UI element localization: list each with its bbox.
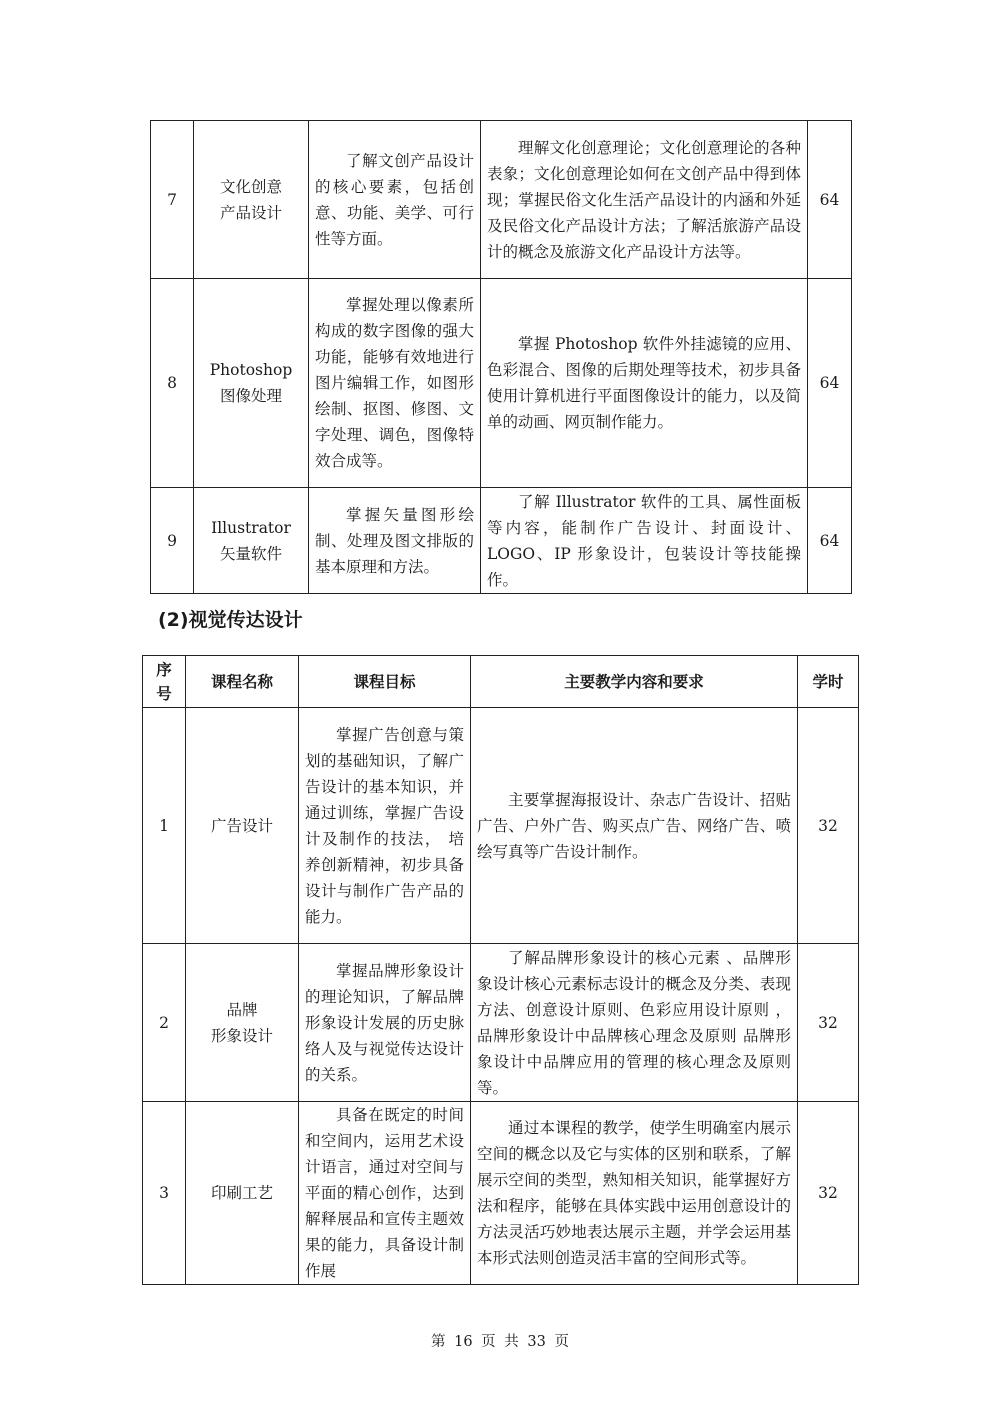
row-number: 8 [151, 279, 194, 488]
header-course-goal: 课程目标 [299, 656, 471, 708]
course-content: 理解文化创意理论；文化创意理论的各种表象；文化创意理论如何在文创产品中得到体现；掌握民俗文化生活产品设计的内涵和外延及民俗文化产品设计方法；了解活旅游产品设计的概念及旅游文化产品设计方法等。 [481, 121, 808, 279]
header-hours: 学时 [798, 656, 859, 708]
course-content: 主要掌握海报设计、杂志广告设计、招贴广告、户外广告、购买点广告、网络广告、喷绘写真等广告设计制作。 [471, 708, 798, 944]
row-number: 9 [151, 488, 194, 594]
course-content: 掌握 Photoshop 软件外挂滤镜的应用、色彩混合、图像的后期处理等技术，初步具备使用计算机进行平面图像设计的能力，以及简单的动画、网页制作能力。 [481, 279, 808, 488]
page-number-footer: 第 16 页 共 33 页 [431, 1334, 569, 1350]
course-table-digital-media [150, 120, 852, 594]
table-row [151, 488, 852, 594]
row-number: 7 [151, 121, 194, 279]
course-goal: 具备在既定的时间和空间内，运用艺术设计语言，通过对空间与平面的精心创作，达到解释展品和宣传主题效果的能力，具备设计制作展 [299, 1102, 471, 1285]
course-content: 了解 Illustrator 软件的工具、属性面板等内容，能制作广告设计、封面设计、LOGO、IP 形象设计，包装设计等技能操作。 [481, 488, 808, 594]
header-number: 序 号 [143, 656, 186, 708]
header-content: 主要教学内容和要求 [471, 656, 798, 708]
table-row [151, 279, 852, 488]
table-row [143, 944, 859, 1102]
course-name: 品牌 形象设计 [186, 944, 299, 1102]
header-course-name: 课程名称 [186, 656, 299, 708]
row-number: 1 [143, 708, 186, 944]
row-number: 2 [143, 944, 186, 1102]
table-header-row [143, 656, 859, 708]
course-goal: 掌握矢量图形绘制、处理及图文排版的基本原理和方法。 [309, 488, 481, 594]
course-content: 通过本课程的教学，使学生明确室内展示空间的概念以及它与实体的区别和联系，了解展示空间的类型，熟知相关知识，能掌握好方法和程序，能够在具体实践中运用创意设计的方法灵活巧妙地表达展示主题，并学会运用基本形式法则创造灵活丰富的空间形式等。 [471, 1102, 798, 1285]
course-name: Illustrator 矢量软件 [194, 488, 309, 594]
course-goal: 了解文创产品设计的核心要素，包括创意、功能、美学、可行性等方面。 [309, 121, 481, 279]
course-table-visual-communication [142, 655, 859, 1285]
course-hours: 32 [798, 1102, 859, 1285]
section-title: (2)视觉传达设计 [158, 609, 303, 631]
course-name: Photoshop 图像处理 [194, 279, 309, 488]
table-row [143, 1102, 859, 1285]
course-name: 文化创意 产品设计 [194, 121, 309, 279]
table-row [151, 121, 852, 279]
course-hours: 64 [808, 488, 852, 594]
course-content: 了解品牌形象设计的核心元素 、品牌形象设计核心元素标志设计的概念及分类、表现方法、创意设计原则、色彩应用设计原则 ，品牌形象设计中品牌核心理念及原则 品牌形象设计中品牌应用的管理的核心理念及原则等。 [471, 944, 798, 1102]
table-row [143, 708, 859, 944]
course-goal: 掌握品牌形象设计的理论知识，了解品牌形象设计发展的历史脉络人及与视觉传达设计的关系。 [299, 944, 471, 1102]
row-number: 3 [143, 1102, 186, 1285]
course-goal: 掌握处理以像素所构成的数字图像的强大功能，能够有效地进行图片编辑工作，如图形绘制、抠图、修图、文字处理、调色，图像特效合成等。 [309, 279, 481, 488]
course-hours: 64 [808, 121, 852, 279]
course-goal: 掌握广告创意与策划的基础知识，了解广告设计的基本知识，并通过训练，掌握广告设计及制作的技法， 培养创新精神，初步具备设计与制作广告产品的能力。 [299, 708, 471, 944]
course-name: 广告设计 [186, 708, 299, 944]
course-hours: 64 [808, 279, 852, 488]
course-name: 印刷工艺 [186, 1102, 299, 1285]
course-hours: 32 [798, 708, 859, 944]
course-hours: 32 [798, 944, 859, 1102]
